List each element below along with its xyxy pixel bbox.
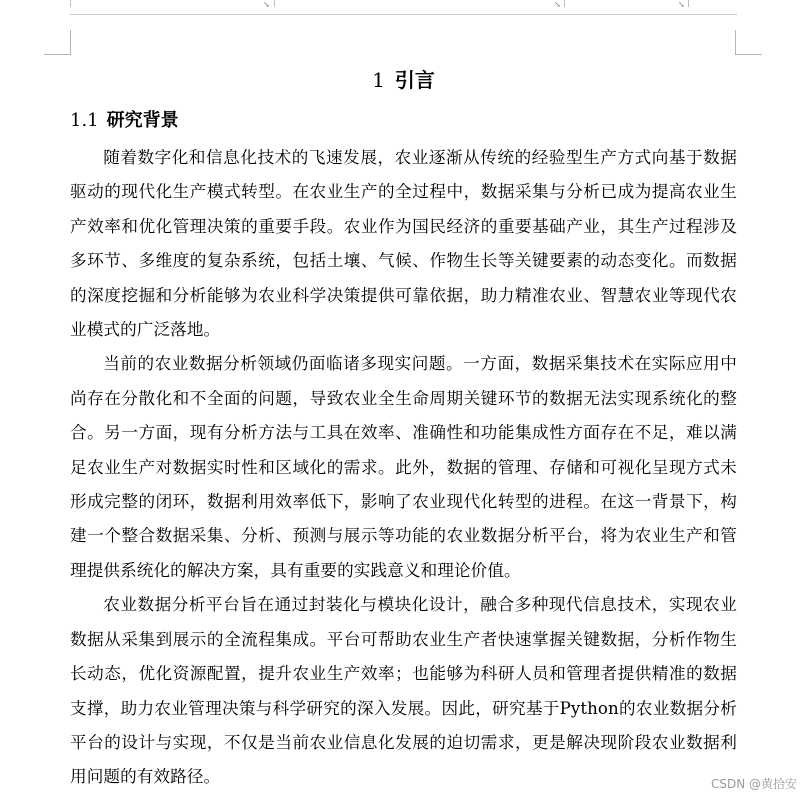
body-paragraph-3: 农业数据分析平台旨在通过封装化与模块化设计，融合多种现代信息技术，实现农业数据从采集到展示的全流程集成。平台可帮助农业生产者快速掌握关键数据，分析作物生长动态，优化资源配置，提升农业生产效率；也能够为科研人员和管理者提供精准的数据支撑，助力农业管理决策与科学研究的深入发展。因此，研究基于Python的农业数据分析平台的设计与实现，不仅是当前农业信息化发展的迫切需求，更是解决现阶段农业数据利用问题的有效路径。	[70, 595, 737, 787]
section-title: 研究背景	[106, 110, 179, 131]
tab-stop-icon[interactable]: ↘	[554, 0, 561, 9]
document-page[interactable]	[70, 56, 737, 795]
crop-mark-top-left	[44, 30, 71, 55]
body-paragraph-2: 当前的农业数据分析领域仍面临诸多现实问题。一方面，数据采集技术在实际应用中尚存在分散化和不全面的问题，导致农业全生命周期关键环节的数据无法实现系统化的整合。另一方面，现有分析方法与工具在效率、准确性和功能集成性方面存在不足，难以满足农业生产对数据实时性和区域化的需求。此外，数据的管理、存储和可视化呈现方式未形成完整的闭环，数据利用效率低下，影响了农业现代化转型的进程。在这一背景下，构建一个整合数据采集、分析、预测与展示等功能的农业数据分析平台，将为农业生产和管理提供系统化的解决方案，具有重要的实践意义和理论价值。	[70, 354, 737, 580]
tab-stop-icon[interactable]: ↘	[263, 0, 270, 9]
tab-stop-icon[interactable]: ↘	[678, 0, 685, 9]
section-number: 1.1	[70, 110, 99, 131]
ruler-tick	[70, 0, 71, 7]
ruler-tick	[274, 0, 275, 7]
chapter-heading	[70, 65, 737, 95]
watermark: CSDN @黄拾安	[710, 777, 797, 791]
ruler	[70, 0, 737, 15]
chapter-number: 1	[372, 68, 385, 92]
chapter-title: 引言	[394, 68, 435, 92]
ruler-tick	[688, 0, 689, 7]
ruler-tick	[564, 0, 565, 7]
crop-mark-top-right	[735, 30, 762, 55]
section-heading	[70, 107, 737, 135]
body-paragraph-1: 随着数字化和信息化技术的飞速发展，农业逐渐从传统的经验型生产方式向基于数据驱动的现代化生产模式转型。在农业生产的全过程中，数据采集与分析已成为提高农业生产效率和优化管理决策的重要手段。农业作为国民经济的重要基础产业，其生产过程涉及多环节、多维度的复杂系统，包括土壤、气候、作物生长等关键要素的动态变化。而数据的深度挖掘和分析能够为农业科学决策提供可靠依据，助力精准农业、智慧农业等现代农业模式的广泛落地。	[70, 148, 737, 340]
